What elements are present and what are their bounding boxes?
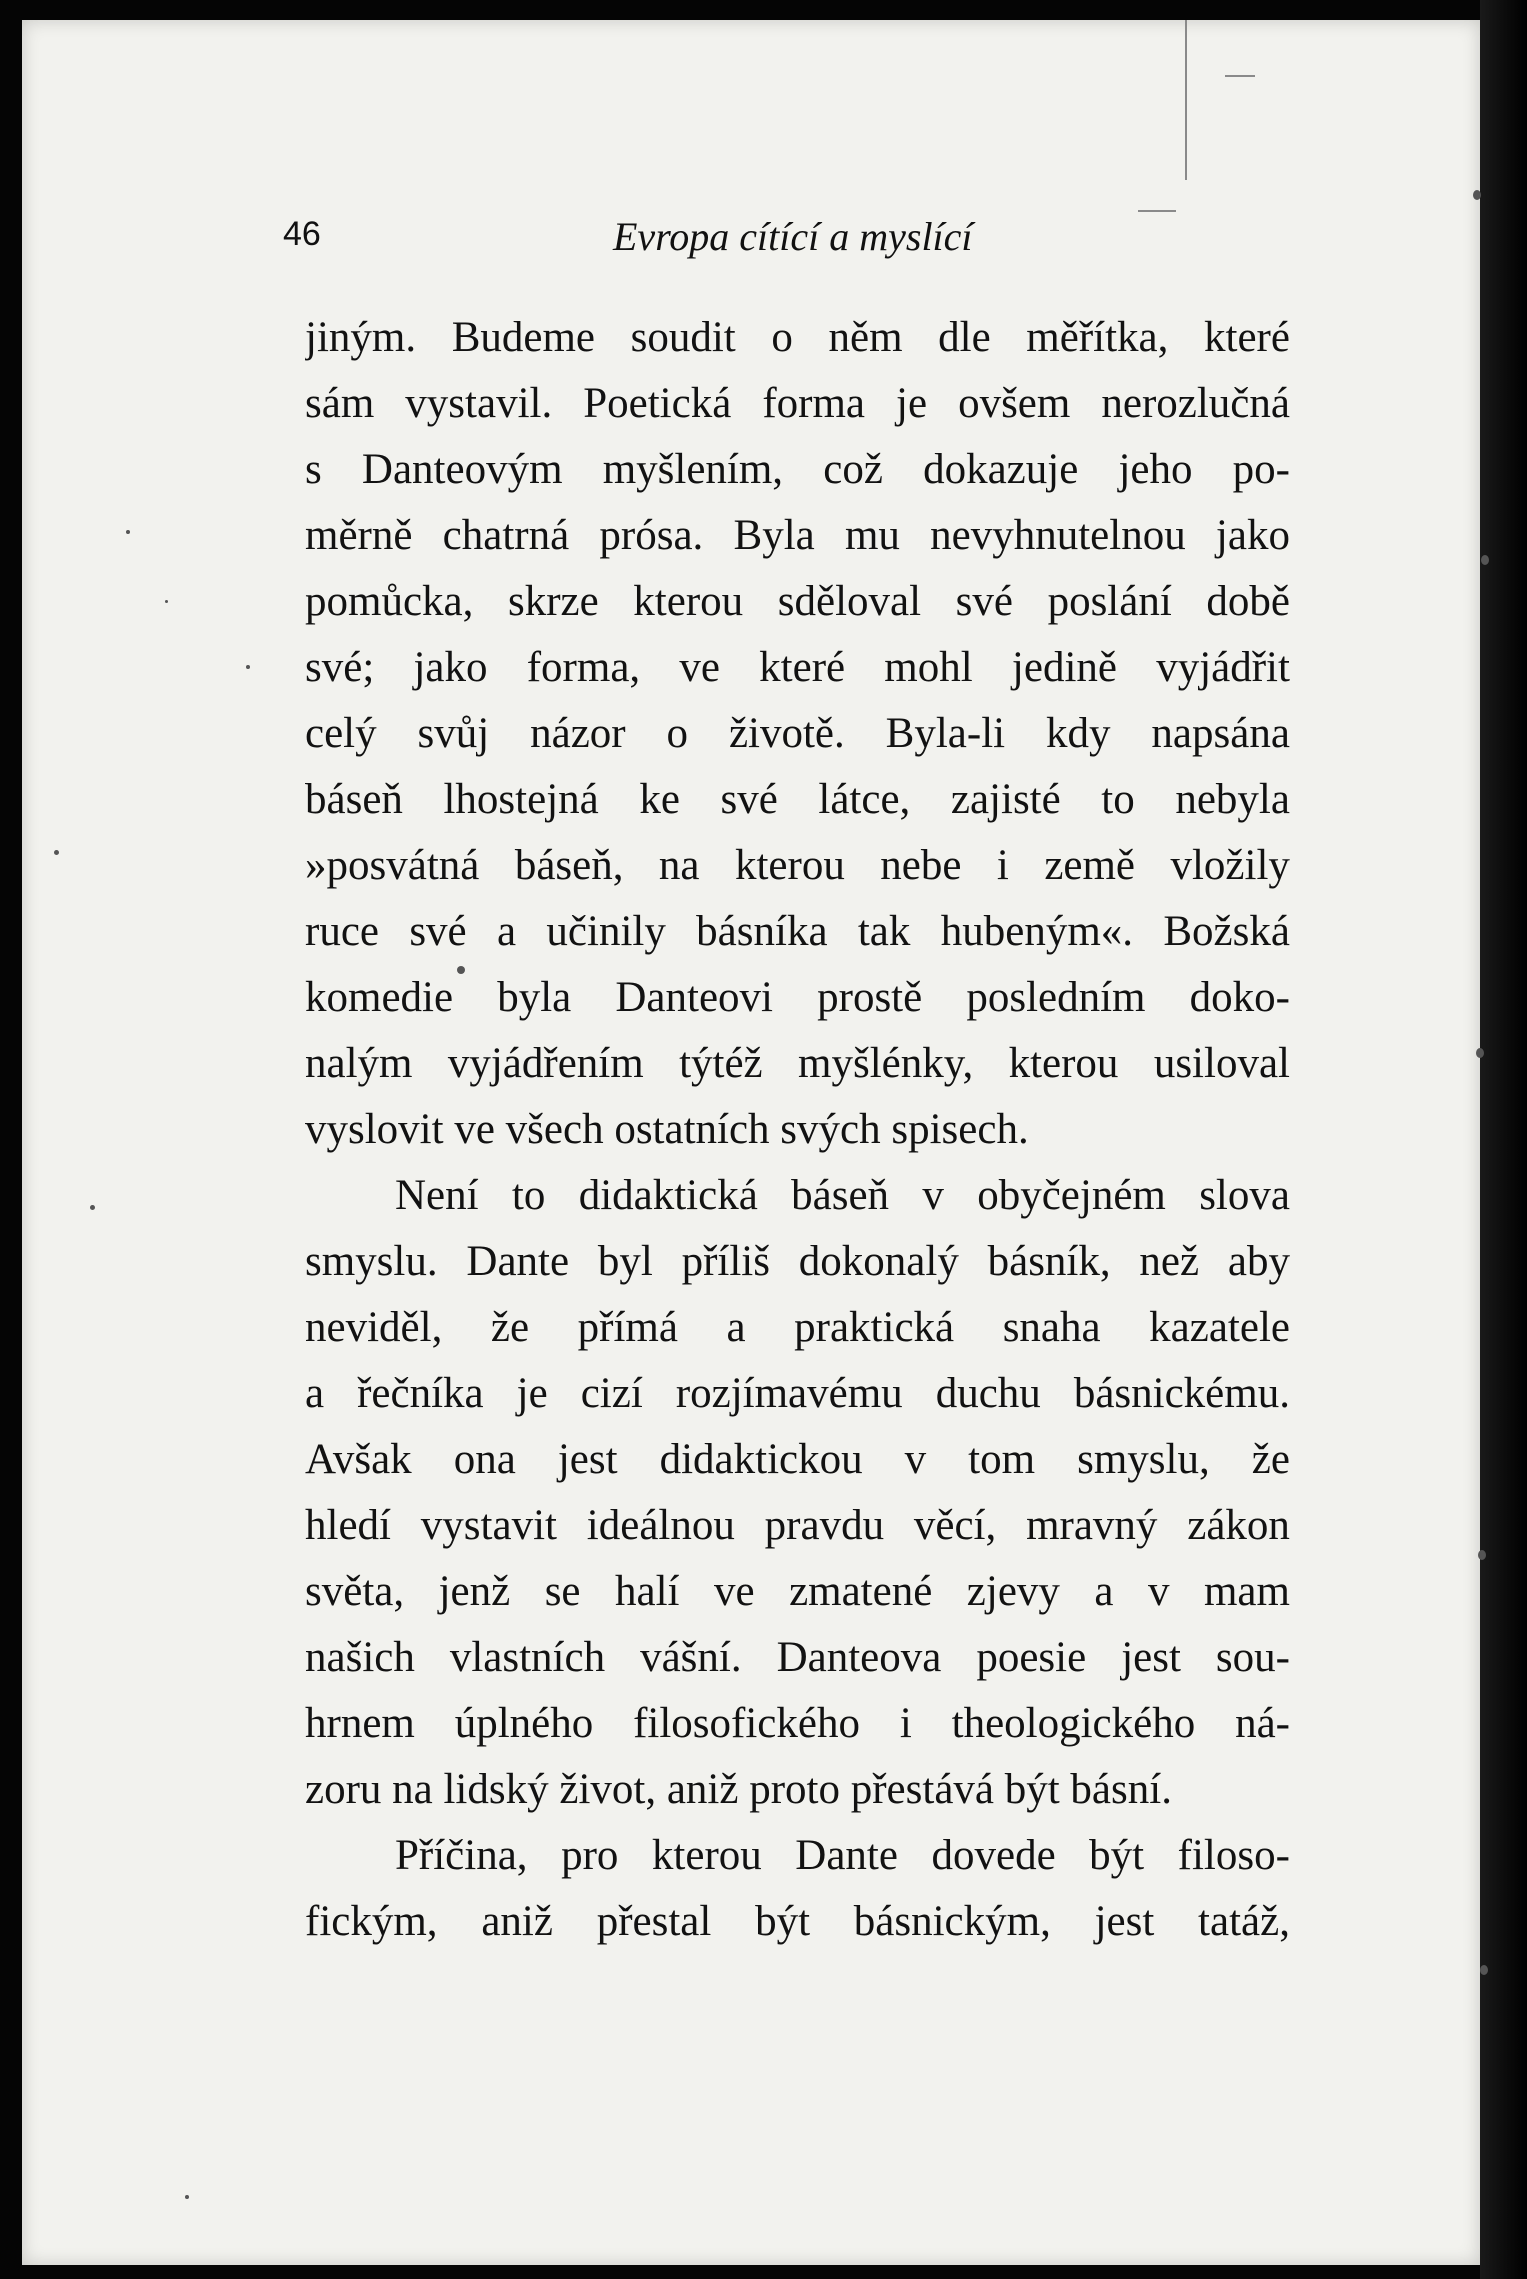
text-line: našich vlastních vášní. Danteova poesie jest sou- [305, 1634, 1290, 1681]
scan-speck [1473, 190, 1481, 200]
text-line: světa, jenž se halí ve zmatené zjevy a v mam [305, 1568, 1290, 1615]
text-line: celý svůj názor o životě. Byla-li kdy napsána [305, 710, 1290, 757]
scan-speck [246, 665, 250, 669]
scan-speck [1480, 1965, 1488, 1975]
scan-scratch [1185, 20, 1187, 180]
binding-edge [1480, 0, 1527, 2279]
scan-speck [1478, 1550, 1486, 1560]
scan-speck [90, 1205, 95, 1210]
scan-speck [185, 2195, 189, 2199]
text-line: měrně chatrná prósa. Byla mu nevyhnutelnou jako [305, 512, 1290, 559]
page-number: 46 [283, 215, 321, 253]
scan-speck [1476, 1048, 1484, 1058]
paragraph [305, 1823, 1290, 1955]
paragraph [305, 1163, 1290, 1823]
text-line: neviděl, že přímá a praktická snaha kazatele [305, 1304, 1290, 1351]
text-line: jiným. Budeme soudit o něm dle měřítka, které [305, 314, 1290, 361]
text-line: ruce své a učinily básníka tak hubeným«. Božská [305, 908, 1290, 955]
scan-speck [165, 600, 168, 603]
text-line: Není to didaktická báseň v obyčejném slova [395, 1172, 1290, 1219]
text-line: smyslu. Dante byl příliš dokonalý básník, než aby [305, 1238, 1290, 1285]
text-line: komedie byla Danteovi prostě posledním doko- [305, 974, 1290, 1021]
page-header [283, 215, 1298, 275]
text-line: sám vystavil. Poetická forma je ovšem nerozlučná [305, 380, 1290, 427]
text-line: fickým, aniž přestal být básnickým, jest tatáž, [305, 1898, 1290, 1945]
text-line: zoru na lidský život, aniž proto přestává být básní. [305, 1766, 1172, 1813]
text-line: báseň lhostejná ke své látce, zajisté to nebyla [305, 776, 1290, 823]
text-line: hledí vystavit ideálnou pravdu věcí, mravný zákon [305, 1502, 1290, 1549]
scan-scratch [1138, 210, 1176, 212]
text-line: s Danteovým myšlením, což dokazuje jeho po- [305, 446, 1290, 493]
text-line: a řečníka je cizí rozjímavému duchu básnickému. [305, 1370, 1290, 1417]
text-line: Avšak ona jest didaktickou v tom smyslu, že [305, 1436, 1290, 1483]
text-line: »posvátná báseň, na kterou nebe i země vložily [305, 842, 1290, 889]
text-line: pomůcka, skrze kterou sděloval své poslání době [305, 578, 1290, 625]
text-line: hrnem úplného filosofického i theologického ná- [305, 1700, 1290, 1747]
body-text [305, 305, 1290, 1955]
text-line: své; jako forma, ve které mohl jedině vyjádřit [305, 644, 1290, 691]
running-title: Evropa cítící a myslící [613, 214, 973, 259]
scan-speck [1481, 555, 1489, 565]
scan-scratch [1225, 75, 1255, 77]
scan-speck [54, 850, 59, 855]
paragraph [305, 305, 1290, 1163]
scan-speck [126, 530, 130, 534]
text-line: nalým vyjádřením týtéž myšlénky, kterou usiloval [305, 1040, 1290, 1087]
text-line: Příčina, pro kterou Dante dovede být filoso- [395, 1832, 1290, 1879]
text-line: vyslovit ve všech ostatních svých spisech. [305, 1106, 1029, 1153]
